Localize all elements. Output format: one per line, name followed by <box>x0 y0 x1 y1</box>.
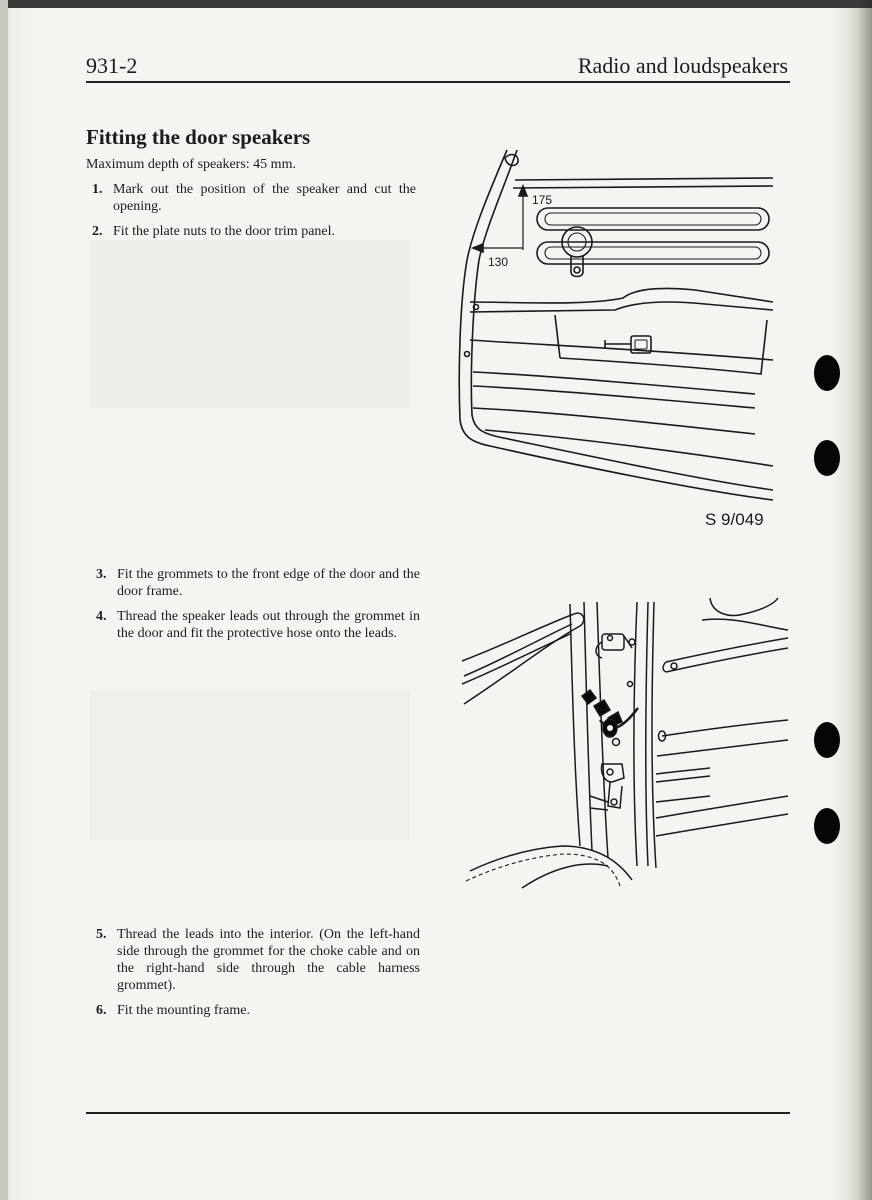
section-subtitle: Maximum depth of speakers: 45 mm. <box>86 157 296 172</box>
step-item <box>90 926 420 994</box>
step-number: 6. <box>96 1003 107 1018</box>
step-text: Fit the grommets to the front edge of the door and the door frame. <box>117 567 420 599</box>
step-text: Thread the leads into the interior. (On the left-hand side through the grommet for the choke cable and on the right-hand side through the cable harness grommet). <box>117 927 420 993</box>
scan-top-edge <box>0 0 872 8</box>
step-number: 5. <box>96 927 107 942</box>
step-text: Thread the speaker leads out through the grommet in the door and fit the protective hose onto the leads. <box>117 609 420 641</box>
scan-right-shadow <box>858 0 872 1200</box>
step-number: 4. <box>96 609 107 624</box>
binder-hole <box>814 722 840 758</box>
step-text: Mark out the position of the speaker and cut the opening. <box>113 182 416 214</box>
step-text: Fit the mounting frame. <box>117 1003 250 1018</box>
binder-hole <box>814 440 840 476</box>
door-trim-diagram <box>455 150 785 535</box>
step-item <box>90 608 420 642</box>
header-rule <box>86 81 790 83</box>
step-item <box>90 1002 420 1019</box>
step-item <box>90 566 420 600</box>
binder-hole <box>814 355 840 391</box>
step-item <box>86 181 416 215</box>
step-list-3 <box>90 926 420 1027</box>
section-title: Fitting the door speakers <box>86 125 311 149</box>
step-number: 2. <box>92 224 103 239</box>
footer-rule <box>86 1112 790 1114</box>
step-text: Fit the plate nuts to the door trim panel. <box>113 224 336 239</box>
show-through-block <box>90 240 410 408</box>
scan-left-edge <box>0 0 8 1200</box>
step-number: 1. <box>92 182 103 197</box>
step-number: 3. <box>96 567 107 582</box>
running-title: Radio and loudspeakers <box>577 53 788 78</box>
figure-reference: S 9/049 <box>705 510 764 529</box>
step-list-2 <box>90 566 420 650</box>
step-item <box>86 223 416 240</box>
dimension-horizontal-label: 130 <box>488 255 509 269</box>
door-frame-grommet-diagram <box>462 596 792 891</box>
step-list-1 <box>86 181 416 248</box>
show-through-block <box>90 690 410 840</box>
binder-hole <box>814 808 840 844</box>
page-number: 931-2 <box>86 53 138 78</box>
dimension-vertical-label: 175 <box>532 193 553 207</box>
